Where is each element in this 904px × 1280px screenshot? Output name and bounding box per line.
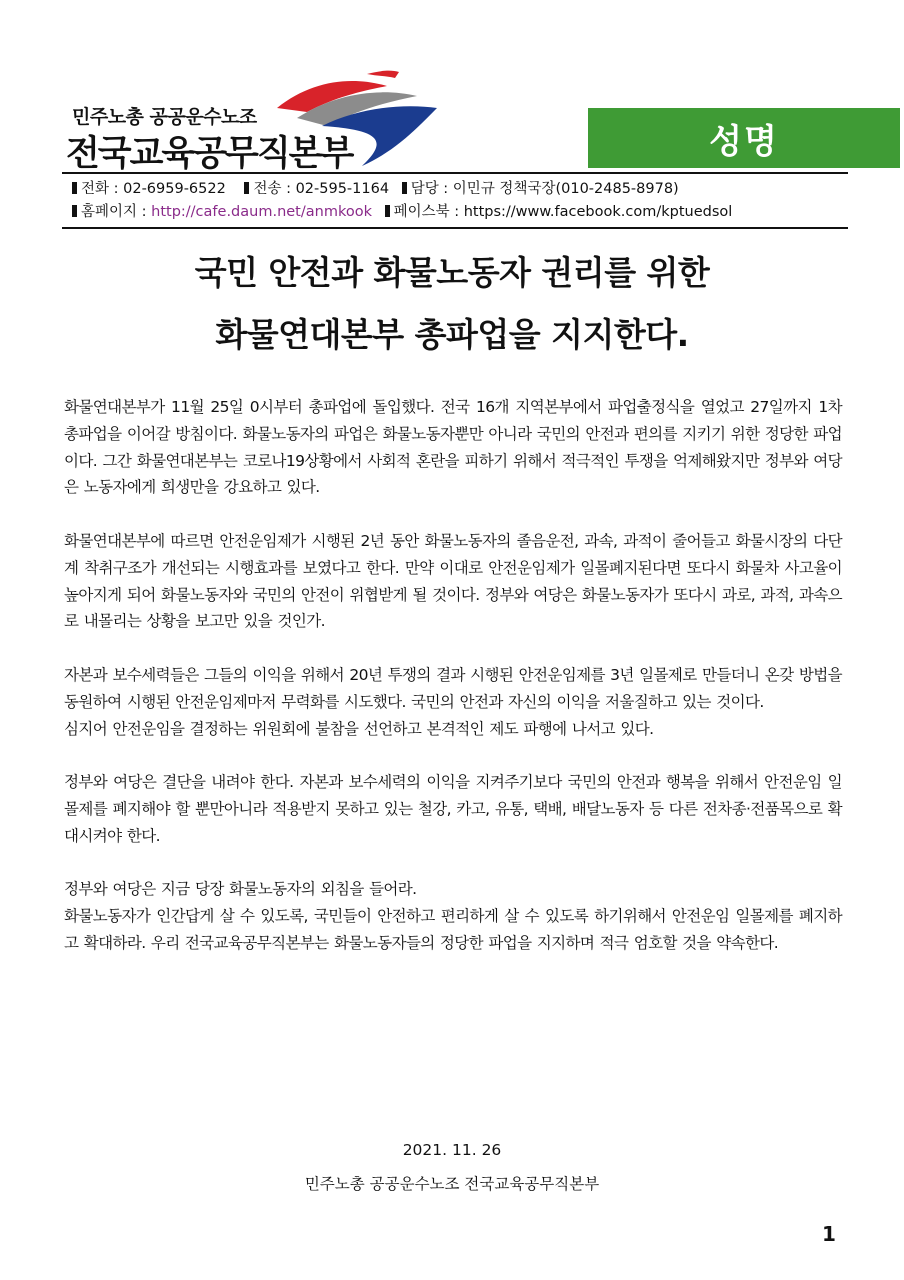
bullet-square-icon bbox=[72, 182, 77, 194]
union-subtitle: 민주노총 공공운수노조 bbox=[72, 106, 257, 128]
title-line-2: 화물연대본부 총파업을 지지한다. bbox=[215, 315, 689, 354]
bullet-square-icon bbox=[244, 182, 249, 194]
contact-info bbox=[62, 172, 848, 229]
document-type-badge: 성명 bbox=[588, 108, 900, 168]
homepage-link[interactable]: http://cafe.daum.net/anmkook bbox=[151, 204, 372, 220]
paragraph: 화물노동자가 인간답게 살 수 있도록, 국민들이 안전하고 편리하게 살 수 있도록 하기위해서 안전운임 일몰제를 폐지하고 확대하라. 우리 전국교육공무직본부는 화물노동자들의 정당한 파업을 지지하며 적극 엄호할 것을 약속한다. bbox=[64, 907, 842, 952]
union-name: 전국교육공무직본부 bbox=[66, 134, 353, 174]
contact-row-2 bbox=[72, 201, 848, 224]
contact-person: 담당 : 이민규 정책국장(010-2485-8978) bbox=[410, 181, 679, 197]
bullet-square-icon bbox=[72, 205, 77, 217]
phone-number: 전화 : 02-6959-6522 bbox=[81, 181, 226, 197]
fax-number: 전송 : 02-595-1164 bbox=[253, 181, 390, 197]
paragraph: 정부와 여당은 지금 당장 화물노동자의 외침을 들어라. bbox=[64, 880, 417, 899]
statement-date: 2021. 11. 26 bbox=[402, 1141, 502, 1159]
bullet-square-icon bbox=[402, 182, 407, 194]
paragraph: 정부와 여당은 결단을 내려야 한다. 자본과 보수세력의 이익을 지켜주기보다 국민의 안전과 행복을 위해서 안전운임 일몰제를 폐지해야 할 뿐만아니라 적용받지 못하고 있는 철강, 카고, 유통, 택배, 배달노동자 등 다른 전차종·전품목으로 확대시켜야 한다. bbox=[64, 773, 842, 845]
paragraph: 심지어 안전운임을 결정하는 위원회에 불참을 선언하고 본격적인 제도 파행에 나서고 있다. bbox=[64, 719, 654, 738]
statement-title bbox=[0, 242, 904, 366]
page-number: 1 bbox=[822, 1222, 836, 1246]
homepage-label: 홈페이지 : bbox=[81, 204, 152, 220]
contact-row-1 bbox=[72, 178, 848, 201]
bullet-square-icon bbox=[385, 205, 390, 217]
paragraph: 자본과 보수세력들은 그들의 이익을 위해서 20년 투쟁의 결과 시행된 안전운임제를 3년 일몰제로 만들더니 온갖 방법을 동원하여 시행된 안전운임제마저 무력화를 시도했다. 국민의 안전과 자신의 이익을 저울질하고 있는 것이다. bbox=[64, 665, 842, 711]
statement-body bbox=[64, 394, 842, 984]
title-line-1: 국민 안전과 화물노동자 권리를 위한 bbox=[194, 253, 710, 292]
facebook-link[interactable]: 페이스북 : https://www.facebook.com/kptuedsol bbox=[393, 204, 733, 220]
statement-signer: 민주노총 공공운수노조 전국교육공무직본부 bbox=[304, 1175, 600, 1193]
paragraph: 화물연대본부가 11월 25일 0시부터 총파업에 돌입했다. 전국 16개 지역본부에서 파업출정식을 열었고 27일까지 1차 총파업을 이어갈 방침이다. 화물노동자의 파업은 화물노동자뿐만 아니라 국민의 안전과 편의를 지키기 위한 정당한 파업이다. 그간 화물연대본부는 코로나19상황에서 사회적 혼란을 피하기 위해서 적극적인 투쟁을 억제해왔지만 정부와 여당은 노동자에게 희생만을 강요하고 있다. bbox=[64, 398, 842, 497]
letterhead bbox=[62, 60, 842, 172]
paragraph: 화물연대본부에 따르면 안전운임제가 시행된 2년 동안 화물노동자의 졸음운전, 과속, 과적이 줄어들고 화물시장의 다단계 착취구조가 개선되는 시행효과를 보였다고 한다. 만약 이대로 안전운임제가 일몰폐지된다면 또다시 화물차 사고율이 높아지게 되어 화물노동자와 국민의 안전이 위협받게 될 것이다. 정부와 여당은 화물노동자가 또다시 과로, 과적, 과속으로 내몰리는 상황을 보고만 있을 것인가. bbox=[64, 531, 842, 631]
